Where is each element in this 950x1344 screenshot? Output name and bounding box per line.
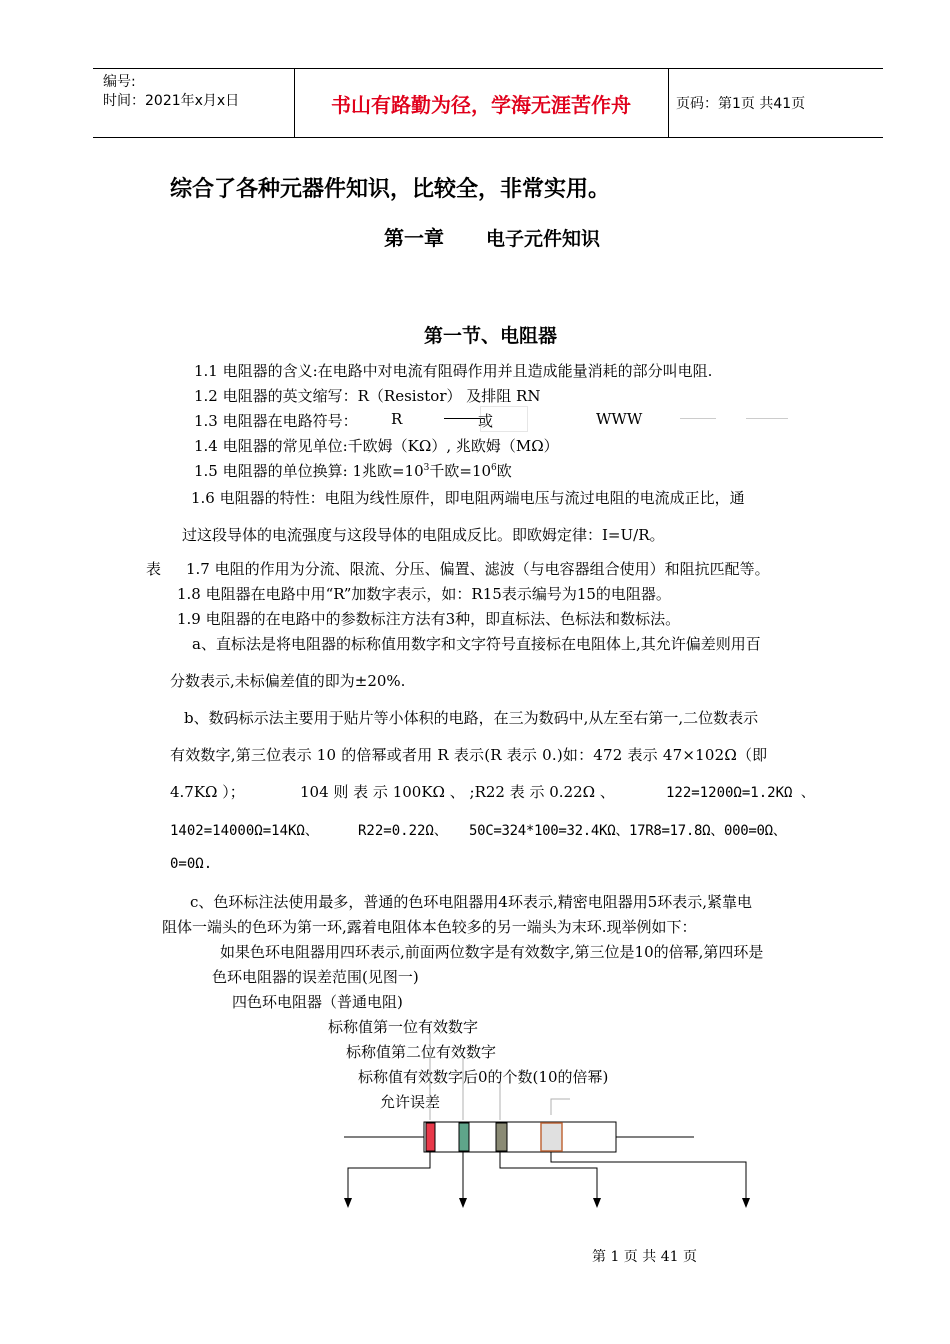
symbol-or: 或 bbox=[478, 412, 494, 430]
arrow-line bbox=[348, 1152, 430, 1200]
para-b-line5: 0=0Ω. bbox=[170, 856, 213, 872]
arrow-line bbox=[551, 1152, 746, 1200]
para-b-line3-b: 104 则 表 示 100KΩ 、 ;R22 表 示 0.22Ω 、 bbox=[300, 783, 615, 801]
doc-number: 编号: bbox=[103, 74, 136, 90]
arrow-head bbox=[742, 1198, 750, 1208]
color-band-2 bbox=[459, 1123, 469, 1151]
intro-line: 综合了各种元器件知识，比较全，非常实用。 bbox=[170, 177, 611, 202]
arrow-head bbox=[593, 1198, 601, 1208]
item-1-6-line1: 1.6 电阻器的特性：电阻为线性原件，即电阻两端电压与流过电阻的电流成正比，通 bbox=[191, 489, 745, 507]
chapter-number: 第一章 bbox=[384, 226, 444, 250]
para-b-line2: 有效数字,第三位表示 10 的倍幂或者用 R 表示(R 表示 0.)如：472 表示 47×102Ω（即 bbox=[170, 746, 768, 764]
item-1-2: 1.2 电阻器的英文缩写：R（Resistor） 及排阻 RN bbox=[194, 387, 541, 405]
chapter-title: 电子元件知识 bbox=[486, 228, 601, 250]
para-a-line1: a、直标法是将电阻器的标称值用数字和文字符号直接标在电阻体上,其允许偏差则用百 bbox=[192, 635, 761, 653]
header-page-info: 页码：第1页 共41页 bbox=[676, 96, 806, 112]
arrow-head bbox=[344, 1198, 352, 1208]
para-c-line2: 阻体一端头的色环为第一环,露着电阻体本色较多的另一端头为末环.现举例如下： bbox=[162, 918, 697, 936]
color-band-4 bbox=[541, 1123, 562, 1151]
para-b-line4-a: 1402=14000Ω=14KΩ、 bbox=[170, 823, 319, 839]
section-title: 第一节、电阻器 bbox=[424, 325, 558, 347]
header-motto: 书山有路勤为径，学海无涯苦作舟 bbox=[331, 92, 631, 117]
diagram-label-second-digit: 标称值第二位有效数字 bbox=[346, 1043, 497, 1061]
item-1-7-prefix: 表 bbox=[146, 560, 162, 578]
item-1-6-line2: 过这段导体的电流强度与这段导体的电阻成反比。即欧姆定律：I=U/R。 bbox=[182, 526, 665, 544]
arrow-line bbox=[500, 1152, 597, 1200]
para-b-line1: b、数码标示法主要用于贴片等小体积的电路，在三为数码中,从左至右第一,二位数表示 bbox=[184, 709, 759, 727]
resistor-body bbox=[424, 1122, 616, 1152]
page-footer: 第 1 页 共 41 页 bbox=[592, 1249, 697, 1265]
para-a-line2: 分数表示,未标偏差值的即为±20%. bbox=[170, 672, 406, 690]
item-1-1: 1.1 电阻器的含义:在电路中对电流有阻碍作用并且造成能量消耗的部分叫电阻. bbox=[194, 362, 713, 380]
symbol-label-www: WWW bbox=[596, 410, 643, 428]
item-1-8: 1.8 电阻器在电路中用“R”加数字表示，如：R15表示编号为15的电阻器。 bbox=[177, 585, 671, 603]
arrow-head bbox=[459, 1198, 467, 1208]
diagram-title: 四色环电阻器（普通电阻) bbox=[232, 993, 403, 1011]
item-1-9: 1.9 电阻器的在电路中的参数标注方法有3种，即直标法、色标法和数标法。 bbox=[177, 610, 681, 628]
para-c-line3: 如果色环电阻器用四环表示,前面两位数字是有效数字,第三位是10的倍幂,第四环是 bbox=[220, 943, 764, 961]
doc-time: 时间：2021年x月x日 bbox=[103, 93, 240, 109]
para-c-line4: 色环电阻器的误差范围(见图一) bbox=[212, 968, 419, 986]
para-b-line3-c: 122=1200Ω=1.2KΩ 、 bbox=[666, 785, 815, 801]
diagram-label-tolerance: 允许误差 bbox=[380, 1093, 441, 1111]
diagram-label-first-digit: 标称值第一位有效数字 bbox=[328, 1018, 479, 1036]
para-b-line4-b: R22=0.22Ω、 bbox=[358, 823, 448, 839]
diagram-label-multiplier: 标称值有效数字后0的个数(10的倍幂) bbox=[358, 1068, 609, 1086]
leader-line bbox=[551, 1099, 570, 1115]
symbol-label-r: R bbox=[391, 410, 403, 428]
color-band-3 bbox=[496, 1123, 507, 1151]
item-1-4: 1.4 电阻器的常见单位:千欧姆（KΩ）, 兆欧姆（MΩ） bbox=[194, 437, 559, 455]
para-b-line3-a: 4.7KΩ ）； bbox=[170, 783, 245, 801]
para-b-line4-c: 50C=324*100=32.4KΩ、17R8=17.8Ω、000=0Ω、 bbox=[469, 823, 787, 839]
item-1-7: 1.7 电阻的作用为分流、限流、分压、偏置、滤波（与电容器组合使用）和阻抗匹配等。 bbox=[186, 560, 770, 578]
color-band-1 bbox=[426, 1123, 435, 1151]
item-1-5: 1.5 电阻器的单位换算: 1兆欧$=10^3$千欧$=10^6$欧 bbox=[194, 462, 512, 480]
para-c-line1: c、色环标注法使用最多，普通的色环电阻器用4环表示,精密电阻器用5环表示,紧靠电 bbox=[190, 893, 753, 911]
item-1-3-label: 1.3 电阻器在电路符号： bbox=[194, 412, 358, 430]
